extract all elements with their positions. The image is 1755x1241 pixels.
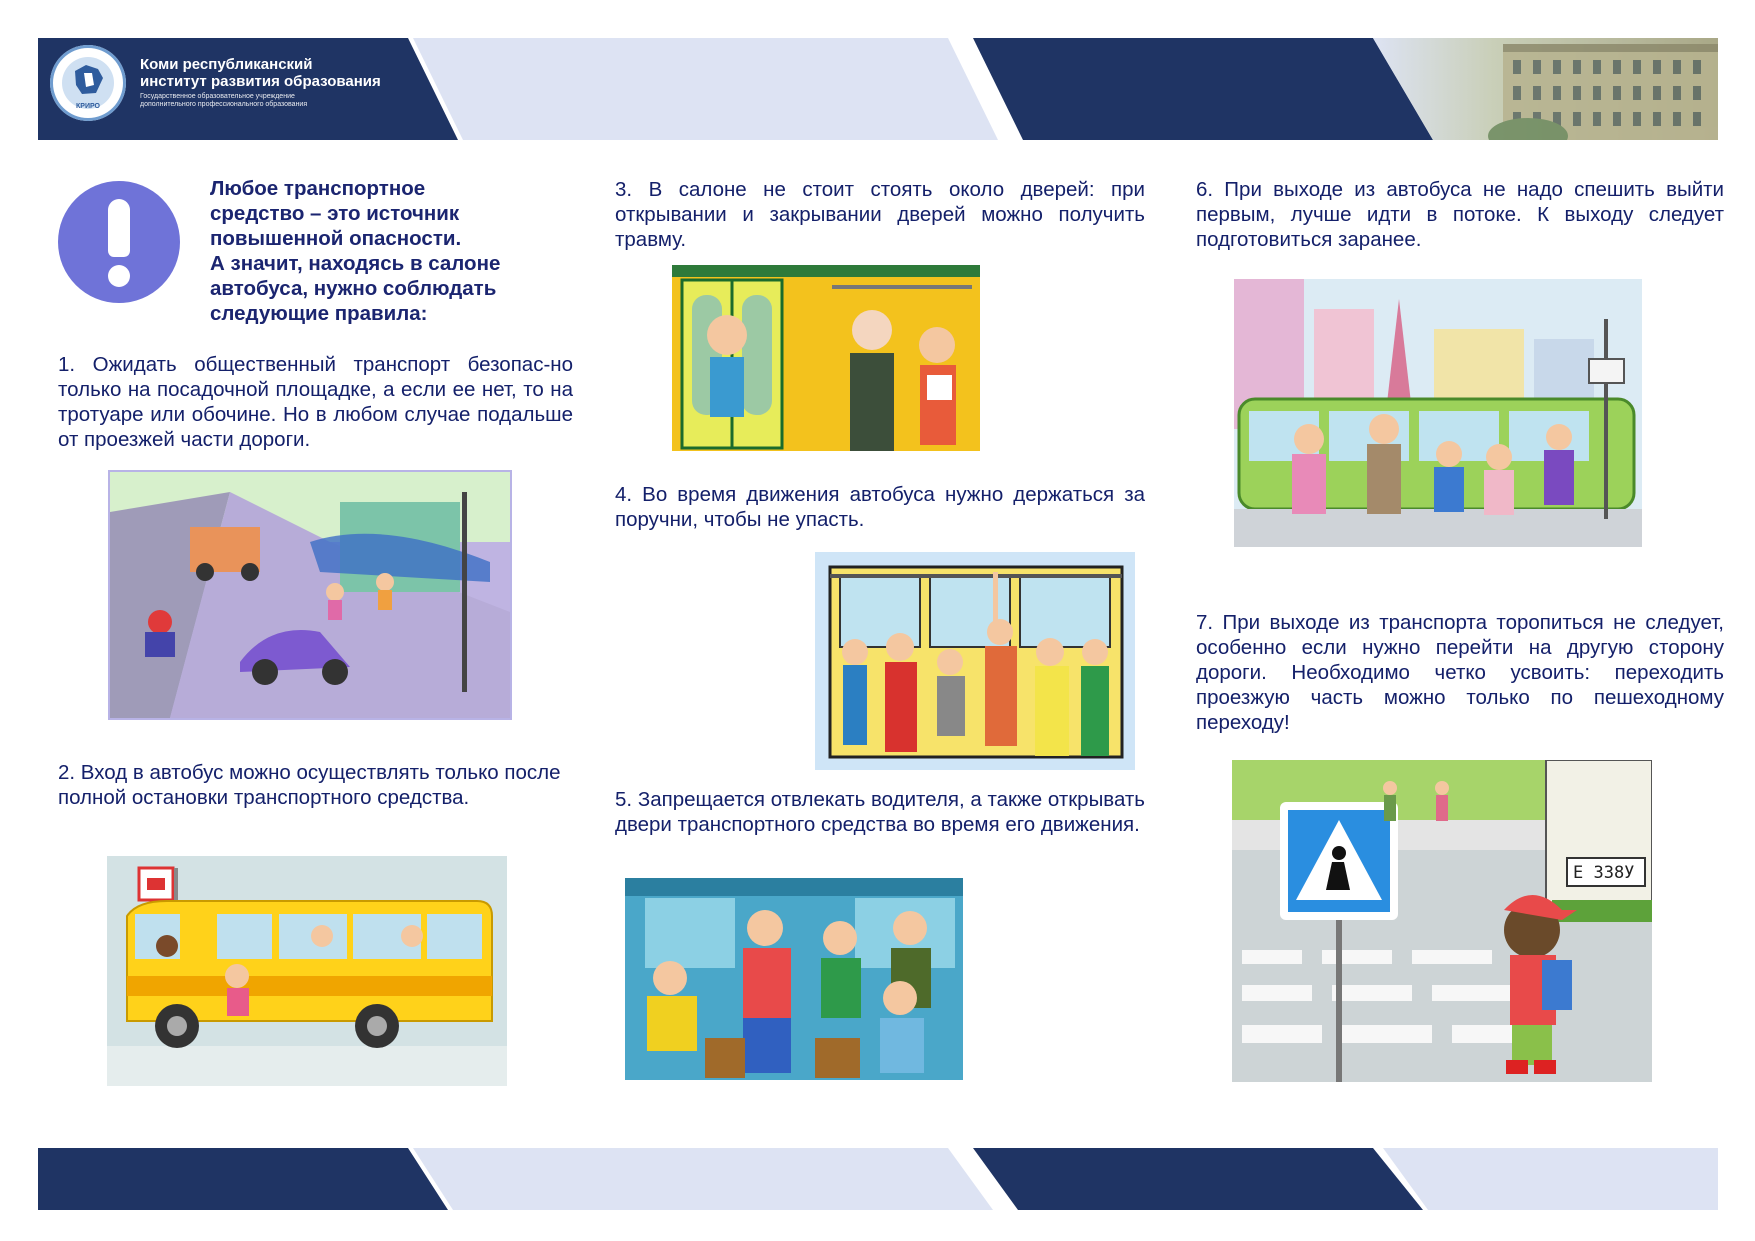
logo-text: КРИРО xyxy=(76,103,100,110)
intro-line4: А значит, находясь в салоне xyxy=(210,252,501,275)
bus-doors-illustration xyxy=(672,265,980,451)
exiting-bus-illustration xyxy=(1234,279,1642,547)
building-photo xyxy=(1488,44,1718,140)
org-line1: Коми республиканский xyxy=(140,56,313,73)
intro-line6: следующие правила: xyxy=(210,302,428,325)
rule-3: 3. В салоне не стоит стоять около дверей: при открывании и закрывании дверей можно получить травму. xyxy=(615,178,1145,251)
rule-7: 7. При выходе из транспорта торопиться не следует, особенно если нужно перейти на другую сторону дороги. Необходимо четко усвоить: переходить проезжую часть можно только по пешеходному переходу! xyxy=(1196,611,1724,734)
handrails-illustration xyxy=(815,552,1135,770)
intro-line2: средство – это источник xyxy=(210,202,460,225)
org-line4: дополнительного профессионального образования xyxy=(140,101,308,108)
rule-4: 4. Во время движения автобуса нужно держаться за поручни, чтобы не упасть. xyxy=(615,483,1145,531)
rule-2: 2. Вход в автобус можно осуществлять только после полной остановки транспортного средства. xyxy=(58,761,561,809)
rule-6: 6. При выходе из автобуса не надо спешить выйти первым, лучше идти в потоке. К выходу следует подготовиться заранее. xyxy=(1196,178,1724,251)
org-line3: Государственное образовательное учреждение xyxy=(140,93,295,100)
yellow-bus-illustration xyxy=(107,856,507,1086)
org-name xyxy=(140,56,381,109)
footer-band xyxy=(38,1148,1718,1210)
intro-text xyxy=(210,176,550,326)
crosswalk-illustration xyxy=(1232,760,1652,1082)
rule-5: 5. Запрещается отвлекать водителя, а также открывать двери транспортного средства во время его движения. xyxy=(615,788,1145,836)
intro-line3: повышенной опасности. xyxy=(210,227,462,250)
license-plate: Е 338У xyxy=(1573,863,1635,883)
kriro-logo xyxy=(50,45,126,121)
intro-line5: автобуса, нужно соблюдать xyxy=(210,277,497,300)
intro-line1: Любое транспортное xyxy=(210,177,426,200)
rule-1: 1. Ожидать общественный транспорт безопас-но только на посадочной площадке, а если ее нет, то на тротуаре или обочине. Но в любом случае подальше от проезжей части дороги. xyxy=(58,353,573,451)
exclamation-icon xyxy=(58,181,180,303)
distracting-driver-illustration xyxy=(625,878,963,1080)
org-line2: институт развития образования xyxy=(140,73,381,90)
bus-stop-illustration xyxy=(108,470,512,720)
